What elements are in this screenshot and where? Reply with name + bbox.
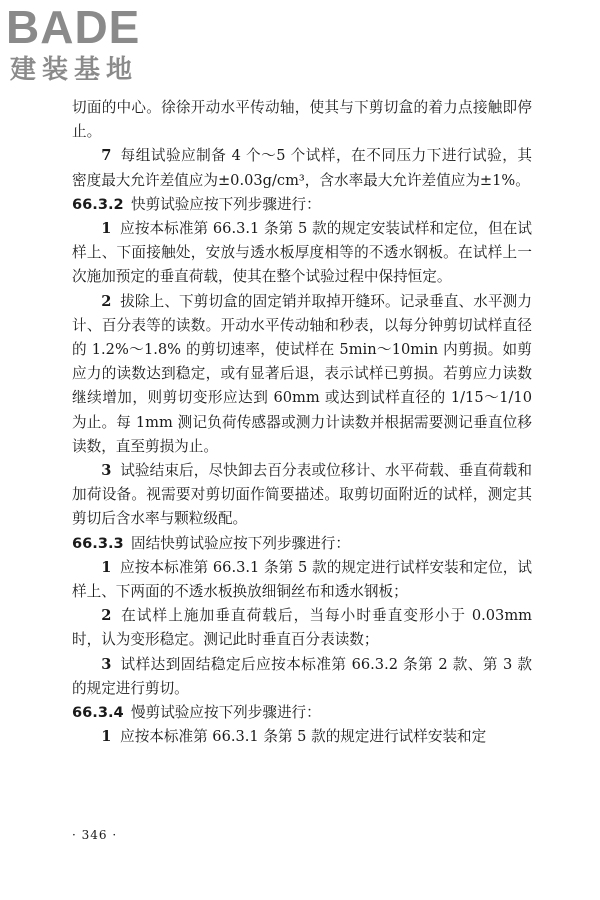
paragraph-text: 试验结束后，尽快卸去百分表或位移计、水平荷载、垂直荷载和加荷设备。视需要对剪切面作简要描述。取剪切面附近的试样，测定其剪切后含水率与颗粒级配。	[72, 462, 532, 528]
item-number: 2	[101, 292, 112, 310]
section-number: 66.3.3	[72, 534, 124, 552]
paragraph	[72, 653, 532, 701]
section-heading	[72, 532, 532, 556]
paragraph	[72, 144, 532, 192]
paragraph-text: 切面的中心。徐徐开动水平传动轴，使其与下剪切盒的着力点接触即停止。	[72, 99, 532, 141]
item-number: 2	[101, 607, 112, 625]
paragraph	[72, 290, 532, 459]
paragraph-text: 每组试验应制备 4 个～5 个试样，在不同压力下进行试验，其密度最大允许差值应为±0.03g/cm³，含水率最大允许差值应为±1%。	[72, 147, 532, 189]
paragraph	[72, 556, 532, 604]
paragraph-text: 拔除上、下剪切盒的固定销并取掉开缝环。记录垂直、水平测力计、百分表等的读数。开动水平传动轴和秒表，以每分钟剪切试样直径的 1.2%～1.8% 的剪切速率，使试样在 5min～10min 内剪损。如剪应力的读数达到稳定，或有显著后退，表示试样已剪损。若剪应力读数继续增加，则剪切变形应达到 60mm 或达到试样直径的 1/15～1/10 为止。每 1mm 测记负荷传感器或测力计读数并根据需要测记垂直位移读数，直至剪损为止。	[72, 292, 532, 455]
page-number: · 346 ·	[72, 828, 118, 842]
item-number: 7	[101, 147, 112, 165]
logo-subtitle: 建装基地	[10, 55, 139, 85]
item-number: 3	[101, 655, 112, 673]
paragraph	[72, 725, 532, 749]
paragraph-text: 在试样上施加垂直荷载后，当每小时垂直变形小于 0.03mm 时，认为变形稳定。测记此时垂直百分表读数；	[72, 607, 532, 649]
item-number: 1	[101, 220, 112, 238]
paragraph-text: 应按本标准第 66.3.1 条第 5 款的规定进行试样安装和定位，试样上、下两面的不透水板换放细铜丝布和透水钢板；	[72, 558, 532, 601]
item-number: 3	[101, 462, 112, 480]
paragraph-text: 应按本标准第 66.3.1 条第 5 款的规定安装试样和定位，但在试样上、下面接触处，安放与透水板厚度相等的不透水钢板。在试样上一次施加预定的垂直荷载，使其在整个试验过程中保持恒定。	[72, 220, 532, 286]
paragraph	[72, 217, 532, 290]
section-number: 66.3.4	[72, 704, 124, 722]
section-title: 慢剪试验应按下列步骤进行：	[131, 704, 321, 722]
paragraph-text: 应按本标准第 66.3.1 条第 5 款的规定进行试样安装和定	[120, 728, 487, 746]
section-number: 66.3.2	[72, 195, 124, 213]
paragraph	[72, 604, 532, 652]
section-title: 快剪试验应按下列步骤进行：	[131, 195, 321, 213]
paragraph	[72, 96, 532, 144]
brand-logo	[6, 1, 176, 88]
document-body	[72, 96, 532, 749]
item-number: 1	[101, 558, 112, 576]
section-heading	[72, 193, 532, 217]
section-heading	[72, 701, 532, 725]
paragraph-text: 试样达到固结稳定后应按本标准第 66.3.2 条第 2 款、第 3 款的规定进行剪切。	[72, 655, 532, 697]
logo-wordmark: BADE	[6, 1, 141, 53]
paragraph	[72, 459, 532, 532]
section-title: 固结快剪试验应按下列步骤进行：	[131, 534, 350, 552]
item-number: 1	[101, 728, 112, 746]
